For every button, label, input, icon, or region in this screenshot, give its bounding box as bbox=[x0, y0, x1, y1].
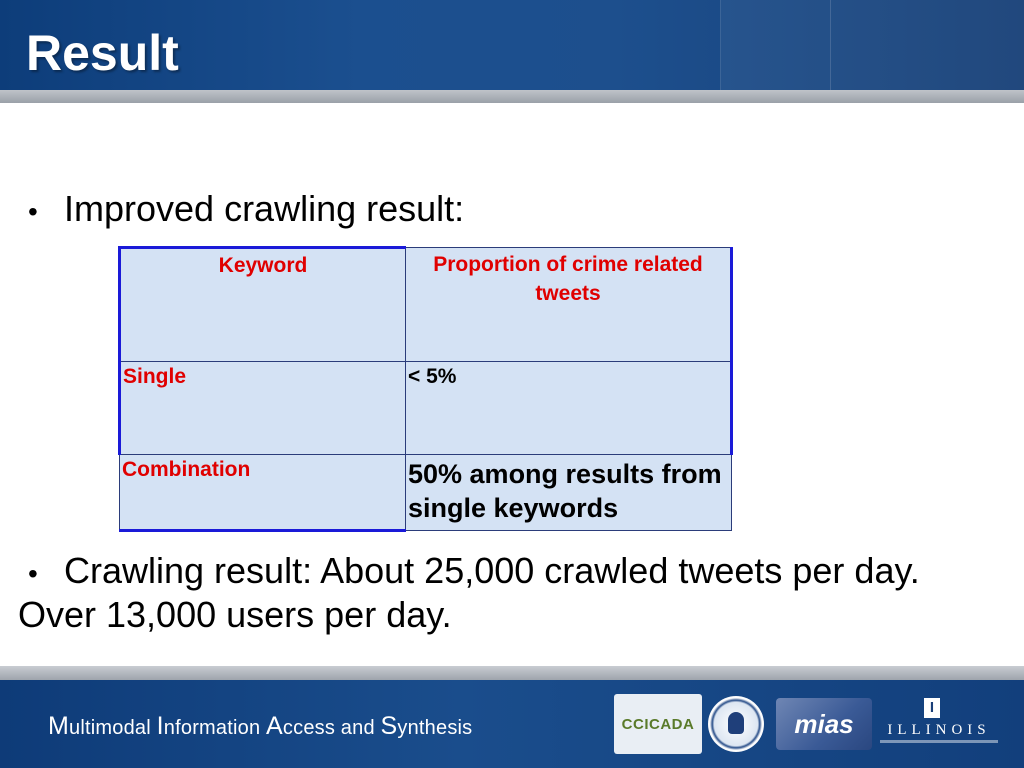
table-header-keyword: Keyword bbox=[120, 248, 406, 362]
header-divider bbox=[0, 90, 1024, 103]
bullet-text: Improved crawling result: bbox=[64, 188, 465, 229]
header-decor-panel bbox=[830, 0, 1024, 90]
mias-logo-text: mias bbox=[794, 708, 854, 739]
illinois-block-i-icon: I bbox=[924, 698, 940, 718]
ccicada-logo-text: CCICADA bbox=[621, 715, 695, 733]
dhs-seal-icon bbox=[708, 696, 764, 752]
brand-word: nformation bbox=[163, 717, 267, 739]
footer-brand bbox=[48, 712, 472, 741]
illinois-subtitle-bar bbox=[880, 740, 998, 743]
table-row bbox=[120, 455, 732, 531]
table-cell-keyword: Combination bbox=[120, 455, 406, 531]
brand-initial: A bbox=[266, 712, 283, 740]
table-row bbox=[120, 362, 732, 455]
bullet-text: Crawling result: About 25,000 crawled tweets per day. bbox=[64, 550, 920, 591]
bullet-item bbox=[28, 188, 464, 230]
bullet-continuation: Over 13,000 users per day. bbox=[18, 594, 452, 635]
footer-divider bbox=[0, 666, 1024, 680]
table-cell-keyword: Single bbox=[120, 362, 406, 455]
slide-header bbox=[0, 0, 1024, 90]
ccicada-logo bbox=[614, 694, 702, 754]
brand-word: ultimodal bbox=[69, 717, 157, 739]
results-table bbox=[118, 246, 733, 532]
bullet-dot-icon: • bbox=[28, 558, 38, 589]
brand-initial: M bbox=[48, 712, 70, 740]
illinois-wordmark: ILLINOIS bbox=[887, 722, 991, 738]
slide-footer bbox=[0, 680, 1024, 768]
brand-initial: S bbox=[380, 712, 398, 740]
table-header-proportion: Proportion of crime related tweets bbox=[406, 248, 732, 362]
table-cell-proportion: 50% among results from single keywords bbox=[406, 455, 732, 531]
slide-title: Result bbox=[26, 25, 179, 81]
table-cell-proportion: < 5% bbox=[406, 362, 732, 455]
header-decor-panel bbox=[720, 0, 831, 90]
brand-word: ccess and bbox=[282, 717, 381, 739]
table-header-row bbox=[120, 248, 732, 362]
eagle-icon bbox=[728, 712, 744, 734]
brand-initial: I bbox=[156, 712, 164, 740]
mias-logo bbox=[776, 698, 872, 750]
brand-word: ynthesis bbox=[397, 717, 473, 739]
bullet-dot-icon: • bbox=[28, 196, 38, 227]
bullet-item bbox=[28, 550, 920, 592]
illinois-logo bbox=[880, 698, 998, 754]
